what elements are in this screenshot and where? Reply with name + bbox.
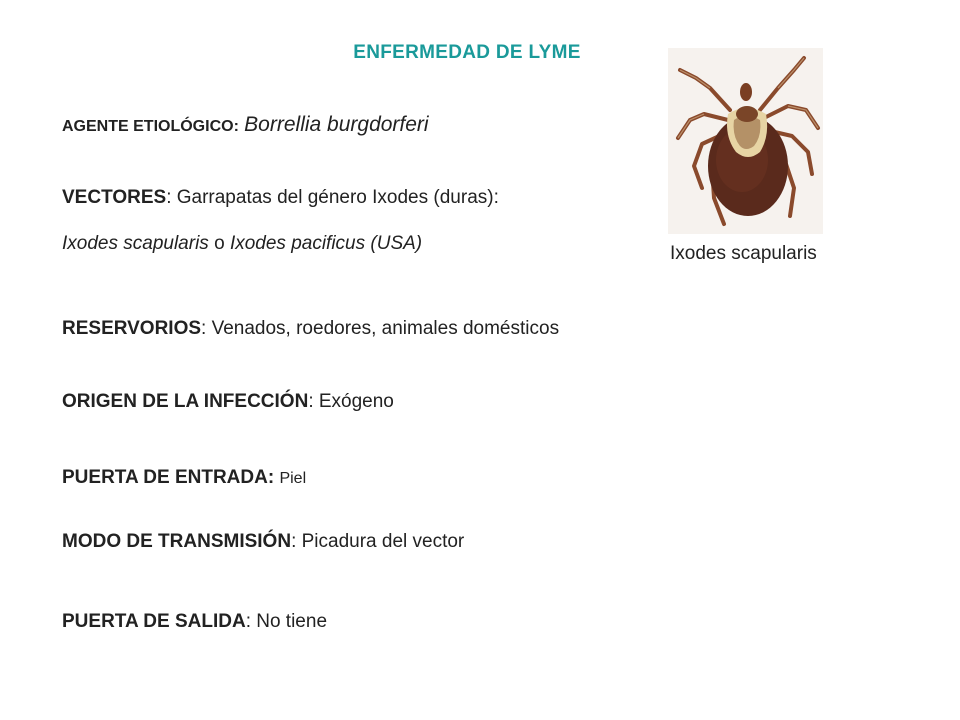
vectores-species-line — [62, 234, 422, 253]
puerta-salida-value: : No tiene — [245, 611, 328, 632]
puerta-salida-label: PUERTA DE SALIDA — [62, 611, 246, 632]
reservorios-value: : Venados, roedores, animales domésticos — [201, 318, 560, 339]
reservorios-line — [62, 319, 559, 338]
modo-line — [62, 532, 464, 551]
puerta-entrada-line — [62, 468, 306, 487]
reservorios-label: RESERVORIOS — [62, 318, 202, 339]
puerta-entrada-value: Piel — [279, 470, 307, 487]
origen-label: ORIGEN DE LA INFECCIÓN — [62, 391, 309, 412]
modo-value: : Picadura del vector — [291, 531, 465, 552]
puerta-entrada-label: PUERTA DE ENTRADA: — [62, 467, 275, 488]
species-2: Ixodes pacificus (USA) — [229, 233, 423, 254]
species-conj: o — [214, 233, 225, 254]
page-title: ENFERMEDAD DE LYME — [353, 42, 581, 63]
puerta-salida-line — [62, 612, 327, 631]
origen-line — [62, 392, 394, 411]
agente-line — [62, 114, 429, 135]
agente-value: Borrellia burgdorferi — [244, 113, 429, 136]
vectores-value: : Garrapatas del género Ixodes (duras): — [166, 187, 499, 208]
tick-photo-icon — [668, 48, 823, 234]
origen-value: : Exógeno — [308, 391, 394, 412]
species-1: Ixodes scapularis — [62, 233, 209, 254]
modo-label: MODO DE TRANSMISIÓN — [62, 531, 292, 552]
agente-label: AGENTE ETIOLÓGICO: — [62, 118, 239, 135]
image-caption: Ixodes scapularis — [670, 243, 817, 264]
vectores-line — [62, 188, 499, 207]
vectores-label: VECTORES — [62, 187, 167, 208]
